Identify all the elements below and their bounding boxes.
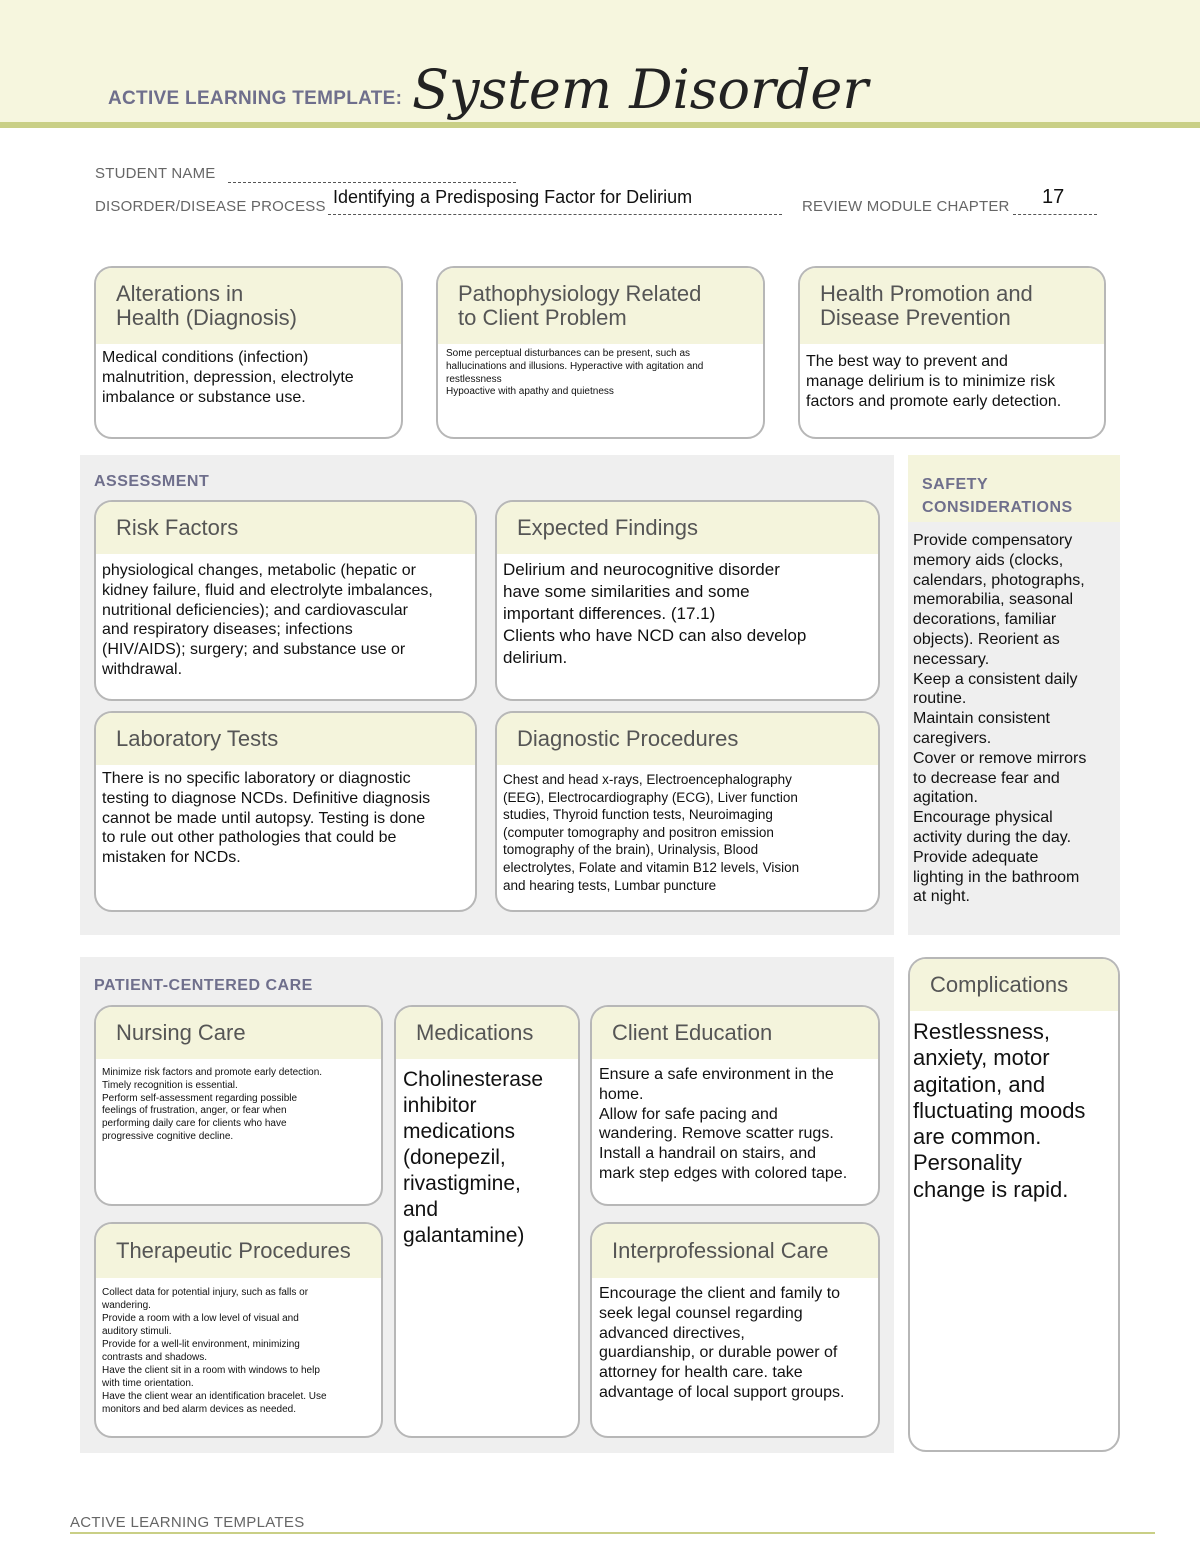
template-title: System Disorder [412,58,869,121]
laboratory-tests-box [94,711,477,912]
medications-body: Cholinesterase inhibitor medications (donepezil, rivastigmine, and galantamine) [403,1068,544,1247]
complications-box [908,957,1120,1452]
footer-divider [70,1532,1155,1534]
nursing-care-box [94,1005,383,1206]
health-promotion-body: The best way to prevent and manage delirium is to minimize risk factors and promote early detection. [806,353,1062,410]
health-promotion-title: Health Promotion and Disease Prevention [800,268,1104,344]
patient-care-label: PATIENT-CENTERED CARE [94,977,313,994]
diagnostic-procedures-title: Diagnostic Procedures [497,713,878,765]
diagnostic-procedures-box [495,711,880,912]
pathophysiology-body: Some perceptual disturbances can be present, such as hallucinations and illusions. Hyperactive with agitation and restlessness Hypoactive with apathy and quietness [446,348,704,398]
client-education-title: Client Education [592,1007,878,1059]
student-name-field[interactable] [228,164,516,183]
laboratory-tests-body: There is no specific laboratory or diagnostic testing to diagnose NCDs. Definitive diagnosis cannot be made until autopsy. Testing is done to rule out other pathologies that could be mistaken for NCDs. [102,770,431,867]
therapeutic-procedures-box [94,1222,383,1438]
pathophysiology-title: Pathophysiology Related to Client Problem [438,268,763,344]
alterations-title: Alterations in Health (Diagnosis) [96,268,401,344]
laboratory-tests-title: Laboratory Tests [96,713,475,765]
risk-factors-box [94,500,477,701]
chapter-label: REVIEW MODULE CHAPTER [802,198,1010,215]
alterations-body: Medical conditions (infection) malnutrition, depression, electrolyte imbalance or substance use. [102,349,354,406]
template-label: ACTIVE LEARNING TEMPLATE: [108,88,403,109]
client-education-body: Ensure a safe environment in the home. Allow for safe pacing and wandering. Remove scatter rugs. Install a handrail on stairs, and mark step edges with colored tape. [599,1066,848,1182]
risk-factors-title: Risk Factors [96,502,475,554]
therapeutic-procedures-title: Therapeutic Procedures [96,1224,381,1278]
medications-box [394,1005,580,1438]
nursing-care-body: Minimize risk factors and promote early detection. Timely recognition is essential. Perform self-assessment regarding possible feelings of frustration, anger, or fear when performing daily care for clients who have progressive cognitive decline. [102,1067,323,1142]
safety-body: Provide compensatory memory aids (clocks, calendars, photographs, memorabilia, seasonal decorations, familiar objects). Reorient as necessary. Keep a consistent daily routine. Maintain consistent caregivers. Cover or remove mirrors to decrease fear and agitation. Encourage physical activity during the day. Provide adequate lighting in the bathroom at night. [913,532,1087,906]
interprofessional-care-title: Interprofessional Care [592,1224,878,1278]
expected-findings-body: Delirium and neurocognitive disorder have some similarities and some important differences. (17.1) Clients who have NCD can also develop delirium. [503,560,807,667]
assessment-label: ASSESSMENT [94,473,210,490]
health-promotion-box [798,266,1106,439]
interprofessional-care-box [590,1222,880,1438]
medications-title: Medications [396,1007,578,1059]
pathophysiology-box [436,266,765,439]
header-divider [0,122,1200,128]
complications-title: Complications [910,959,1118,1011]
disorder-label: DISORDER/DISEASE PROCESS [95,198,326,215]
disorder-value: Identifying a Predisposing Factor for Delirium [333,187,693,207]
expected-findings-title: Expected Findings [497,502,878,554]
chapter-value: 17 [1042,186,1065,208]
nursing-care-title: Nursing Care [96,1007,381,1059]
student-name-label: STUDENT NAME [95,165,216,182]
interprofessional-care-body: Encourage the client and family to seek legal counsel regarding advanced directives, guardianship, or durable power of attorney for health care. take advantage of local support groups. [599,1285,845,1401]
diagnostic-procedures-body: Chest and head x-rays, Electroencephalography (EEG), Electrocardiography (ECG), Liver function studies, Thyroid function tests, Neuroimaging (computer tomography and positron emission tomography of the brain), Urinalysis, Blood electrolytes, Folate and vitamin B12 levels, Vision and hearing tests, Lumbar puncture [503,772,800,893]
expected-findings-box [495,500,880,701]
alterations-box [94,266,403,439]
client-education-box [590,1005,880,1206]
therapeutic-procedures-body: Collect data for potential injury, such as falls or wandering. Provide a room with a low level of visual and auditory stimuli. Provide for a well-lit environment, minimizing contrasts and shadows. Have the client sit in a room with windows to help with time orientation. Have the client wear an identification bracelet. Use monitors and bed alarm devices as needed. [102,1287,327,1415]
risk-factors-body: physiological changes, metabolic (hepatic or kidney failure, fluid and electrolyte imbalances, nutritional deficiencies); and cardiovascular and respiratory diseases; infections (HIV/AIDS); surgery; and substance use or withdrawal. [102,562,433,678]
footer-label: ACTIVE LEARNING TEMPLATES [70,1514,305,1531]
safety-title: SAFETY CONSIDERATIONS [922,476,1073,516]
complications-body: Restlessness, anxiety, motor agitation, and fluctuating moods are common. Personality change is rapid. [913,1019,1086,1202]
